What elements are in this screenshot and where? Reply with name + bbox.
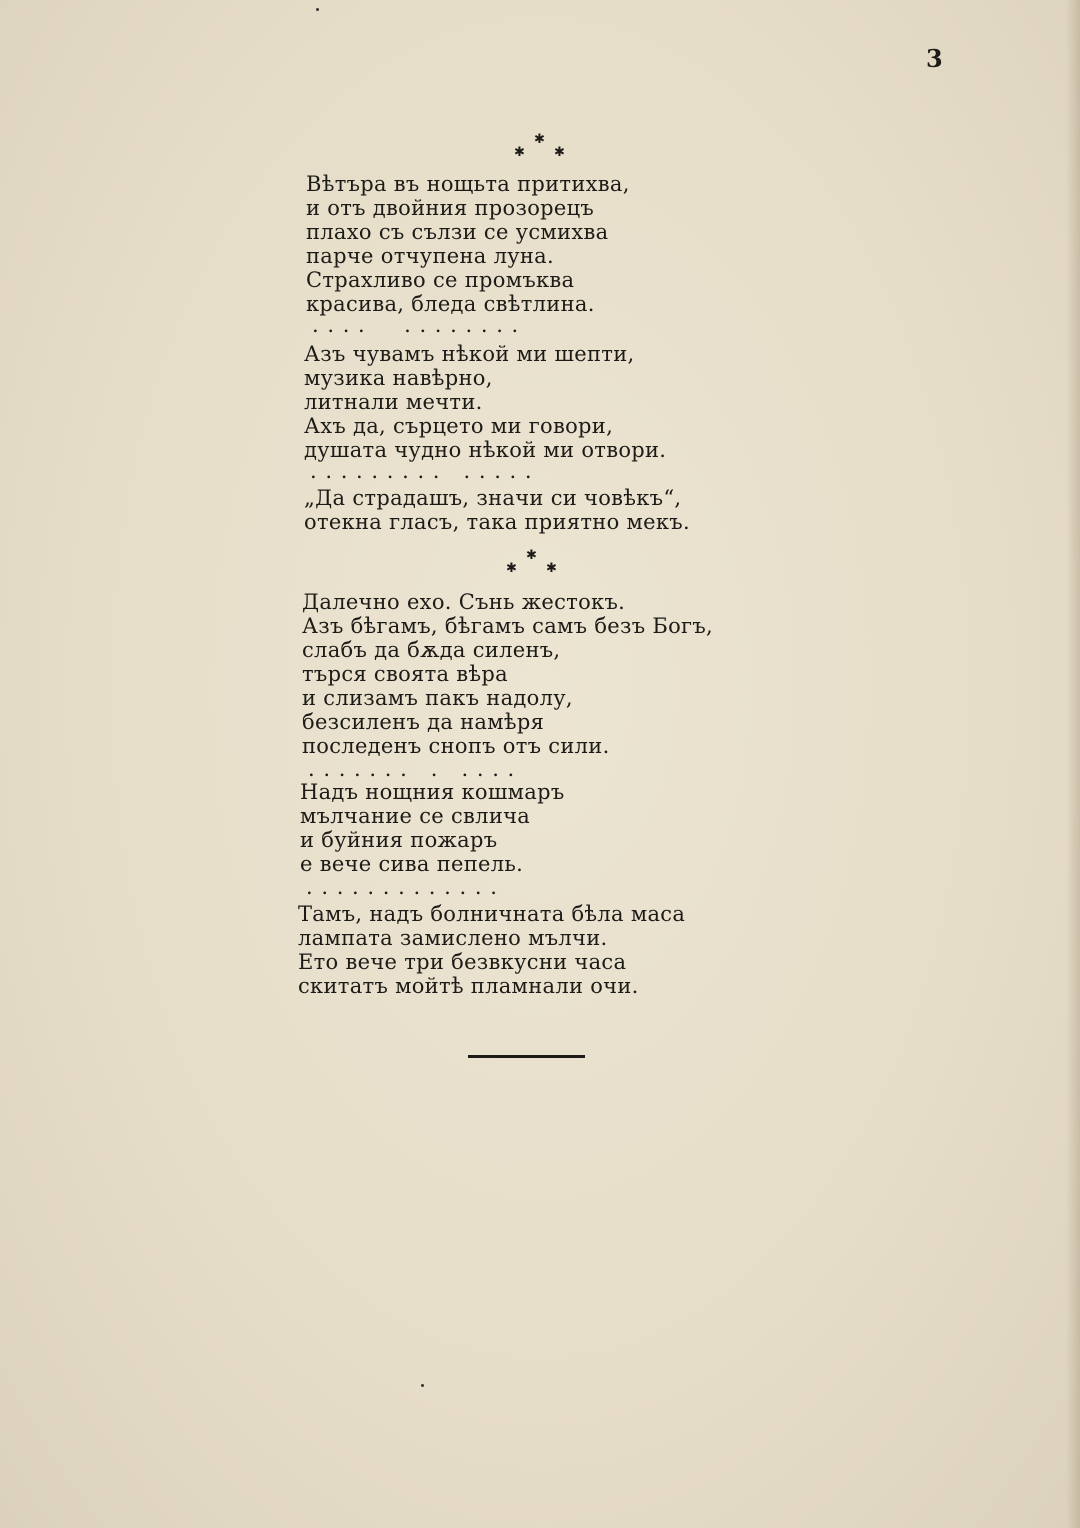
end-rule [468, 1055, 585, 1058]
poem-line: Ето вече три безвкусни часа [298, 950, 627, 974]
poem-line: търся своята вѣра [302, 662, 508, 686]
section-separator-1 [510, 133, 570, 159]
poem-line: и отъ двойния прозорецъ [306, 196, 595, 220]
poem-line: и слизамъ пакъ надолу, [302, 686, 573, 710]
poem-line: последенъ снопъ отъ сили. [302, 734, 610, 758]
poem-line: Азъ бѣгамъ, бѣгамъ самъ безъ Богъ, [302, 614, 713, 638]
poem-line: литнали мечти. [304, 390, 483, 414]
star-ornament: ✱ [526, 548, 537, 563]
poem-line: Далечно ехо. Сънь жестокъ. [302, 590, 626, 614]
ellipsis-row: . . . . . . . . . . . . . . [310, 459, 533, 483]
poem-line: плахо съ сълзи се усмихва [306, 220, 609, 244]
poem-line: Надъ нощния кошмаръ [300, 780, 565, 804]
section-separator-2 [502, 549, 562, 575]
poem-line: безсиленъ да намѣря [302, 710, 545, 734]
poem-line: Страхливо се промъква [306, 268, 575, 292]
poem-line: лампата замислено мълчи. [298, 926, 608, 950]
star-ornament: ✱ [506, 561, 517, 576]
poem-line: слабъ да бѫда силенъ, [302, 638, 561, 662]
paper-speck [316, 8, 319, 11]
poem-line: Тамъ, надъ болничната бѣла маса [298, 902, 686, 926]
poem-line: душата чудно нѣкой ми отвори. [304, 438, 667, 462]
poem-line: Вѣтъра въ нощьта притихва, [306, 172, 630, 196]
poem-line: и буйния пожаръ [300, 828, 498, 852]
poem-line: скитатъ мойтѣ пламнали очи. [298, 974, 639, 998]
ellipsis-row: . . . . . . . . . . . . [312, 313, 520, 337]
poem-line: Ахъ да, сърцето ми говори, [304, 414, 614, 438]
poem-line: отекна гласъ, така приятно мекъ. [304, 510, 690, 534]
poem-line: красива, бледа свѣтлина. [306, 292, 595, 316]
poem-line: Азъ чувамъ нѣкой ми шепти, [304, 342, 635, 366]
poem-line: „Да страдашъ, значи си човѣкъ“, [304, 486, 682, 510]
poem-line: парче отчупена луна. [306, 244, 554, 268]
star-ornament: ✱ [514, 145, 525, 160]
ellipsis-row: . . . . . . . . . . . . . [306, 875, 498, 899]
star-ornament: ✱ [554, 145, 565, 160]
paper-speck [421, 1384, 424, 1387]
star-ornament: ✱ [534, 132, 545, 147]
star-ornament: ✱ [546, 561, 557, 576]
poem-line: музика навѣрно, [304, 366, 493, 390]
poem-line: е вече сива пепель. [300, 852, 524, 876]
poem-line: мълчание се свлича [300, 804, 531, 828]
ellipsis-row: . . . . . . . . . . . . [308, 757, 516, 781]
page-edge-shadow [1066, 0, 1080, 1528]
page-number: 3 [926, 44, 943, 73]
